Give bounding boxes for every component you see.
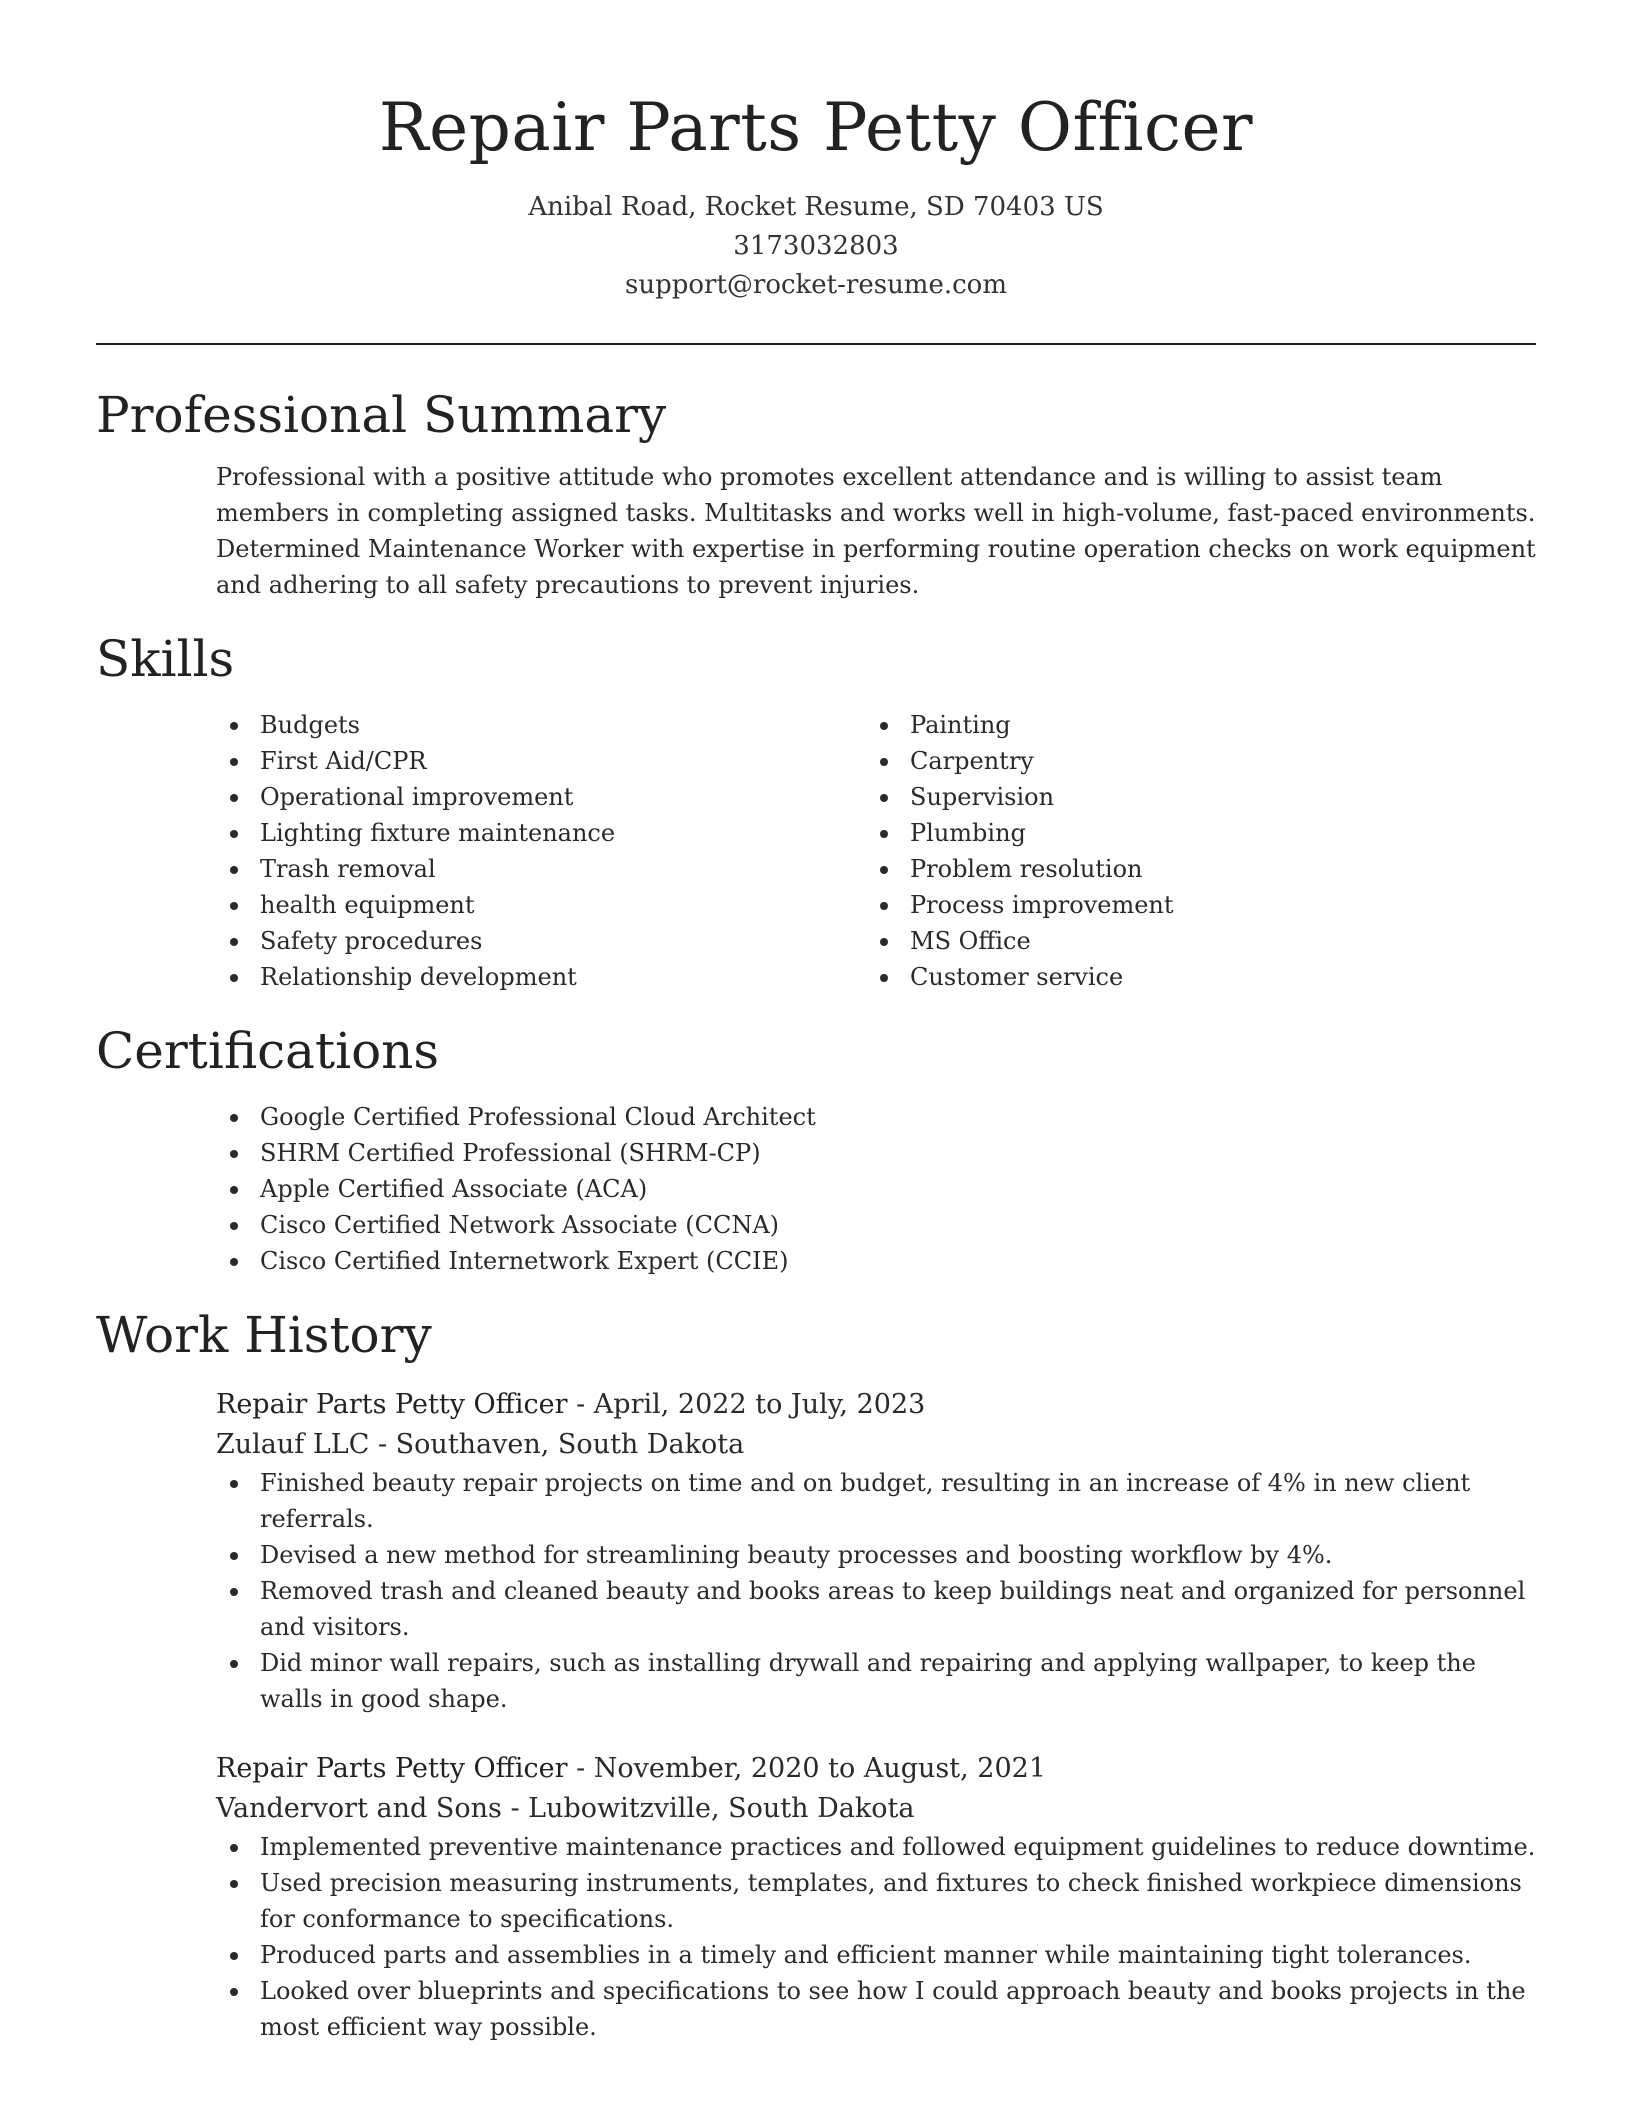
job-dates: April, 2022 to July, 2023 <box>593 1389 926 1420</box>
job-bullet: Did minor wall repairs, such as installing drywall and repairing and applying wallpaper, to keep the walls in good shape. <box>260 1645 1536 1717</box>
resume-page <box>96 0 1536 2045</box>
skills-list-right <box>866 707 1516 995</box>
skill-item: Budgets <box>260 707 866 743</box>
skills-heading: Skills <box>96 630 235 688</box>
skills-grid <box>96 707 1536 995</box>
job-bullet: Implemented preventive maintenance practices and followed equipment guidelines to reduce downtime. <box>260 1829 1536 1865</box>
job-bullet-list <box>216 1829 1536 2045</box>
job-company-line: Vandervort and Sons - Lubowitzville, South Dakota <box>216 1793 915 1824</box>
work-history-heading: Work History <box>96 1306 432 1364</box>
summary-section <box>96 383 1536 603</box>
job-bullet: Finished beauty repair projects on time and on budget, resulting in an increase of 4% in new client referrals. <box>260 1465 1536 1537</box>
skill-item: Painting <box>910 707 1516 743</box>
contact-block <box>96 188 1536 305</box>
certification-item: Cisco Certified Network Associate (CCNA) <box>260 1207 1536 1243</box>
job-location: Southaven, South Dakota <box>395 1429 745 1460</box>
work-history-section <box>96 1303 1536 2045</box>
summary-text: Professional with a positive attitude who promotes excellent attendance and is willing to assist team members in completing assigned tasks. Multitasks and works well in high-volume, fast-paced environments. Determined Maintenance Worker with expertise in performing routine operation checks on work equipment and adhering to all safety precautions to prevent injuries. <box>216 463 1536 599</box>
certification-item: Cisco Certified Internetwork Expert (CCIE) <box>260 1243 1536 1279</box>
resume-name: Repair Parts Petty Officer <box>378 89 1254 166</box>
job-company-line: Zulauf LLC - Southaven, South Dakota <box>216 1429 745 1460</box>
summary-heading: Professional Summary <box>96 386 667 444</box>
skill-item: Safety procedures <box>260 923 866 959</box>
contact-address: Anibal Road, Rocket Resume, SD 70403 US <box>528 192 1104 222</box>
certifications-section <box>96 1019 1536 1279</box>
skill-item: MS Office <box>910 923 1516 959</box>
skill-item: Plumbing <box>910 815 1516 851</box>
job-bullet-list <box>216 1465 1536 1717</box>
job-company: Zulauf LLC <box>216 1429 370 1460</box>
certification-item: SHRM Certified Professional (SHRM-CP) <box>260 1135 1536 1171</box>
skill-item: Process improvement <box>910 887 1516 923</box>
skills-list-left <box>216 707 866 995</box>
job-role: Repair Parts Petty Officer <box>216 1389 568 1420</box>
job-dates: November, 2020 to August, 2021 <box>593 1753 1047 1784</box>
skills-column-right <box>866 707 1516 995</box>
job-entry <box>96 1385 1536 1717</box>
job-company: Vandervort and Sons <box>216 1793 502 1824</box>
job-bullet: Removed trash and cleaned beauty and books areas to keep buildings neat and organized for personnel and visitors. <box>260 1573 1536 1645</box>
skills-section <box>96 627 1536 995</box>
job-role: Repair Parts Petty Officer <box>216 1753 568 1784</box>
skill-item: Lighting fixture maintenance <box>260 815 866 851</box>
resume-header <box>96 0 1536 305</box>
job-bullet: Produced parts and assemblies in a timely and efficient manner while maintaining tight tolerances. <box>260 1937 1536 1973</box>
job-location: Lubowitzville, South Dakota <box>528 1793 915 1824</box>
header-divider <box>96 343 1536 345</box>
skill-item: Operational improvement <box>260 779 866 815</box>
skill-item: First Aid/CPR <box>260 743 866 779</box>
skill-item: Problem resolution <box>910 851 1516 887</box>
skill-item: Trash removal <box>260 851 866 887</box>
job-bullet: Devised a new method for streamlining beauty processes and boosting workflow by 4%. <box>260 1537 1536 1573</box>
job-title-line: Repair Parts Petty Officer - April, 2022 to July, 2023 <box>216 1389 926 1420</box>
skill-item: health equipment <box>260 887 866 923</box>
certifications-heading: Certifications <box>96 1022 440 1080</box>
job-entry <box>96 1749 1536 2045</box>
contact-email: support@rocket-resume.com <box>624 270 1007 300</box>
job-bullet: Looked over blueprints and specifications to see how I could approach beauty and books projects in the most efficient way possible. <box>260 1973 1536 2045</box>
skill-item: Customer service <box>910 959 1516 995</box>
skills-column-left <box>216 707 866 995</box>
job-title-line: Repair Parts Petty Officer - November, 2020 to August, 2021 <box>216 1753 1047 1784</box>
job-bullet: Used precision measuring instruments, templates, and fixtures to check finished workpiece dimensions for conformance to specifications. <box>260 1865 1536 1937</box>
certifications-list <box>216 1099 1536 1279</box>
skill-item: Carpentry <box>910 743 1516 779</box>
certification-item: Google Certified Professional Cloud Architect <box>260 1099 1536 1135</box>
contact-phone: 3173032803 <box>733 231 899 261</box>
skill-item: Supervision <box>910 779 1516 815</box>
certification-item: Apple Certified Associate (ACA) <box>260 1171 1536 1207</box>
skill-item: Relationship development <box>260 959 866 995</box>
certifications-body <box>96 1099 1536 1279</box>
